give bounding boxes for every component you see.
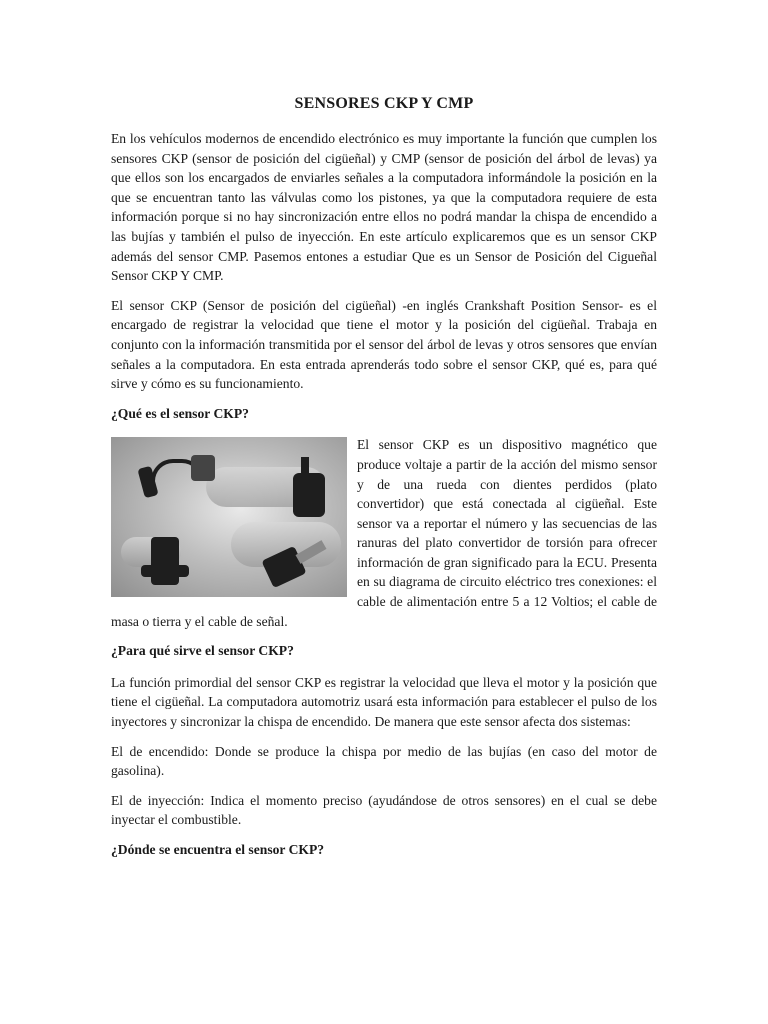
inyeccion-paragraph: El de inyección: Indica el momento preciso (ayudándose de otros sensores) en el cual se debe inyectar el combustible. bbox=[111, 792, 657, 828]
que-es-paragraph: El sensor CKP es un dispositivo magnético que produce voltaje a partir de la acción del mismo sensor y de una rueda con dientes perdidos (plato convertidor) que está conectada al cigüeñal. Este sensor va a reportar el número y las secuencias de las ranuras del plato convertidor de torsión para ofrecer información de gran significado para la ECU. Presenta en su diagrama de circuito eléctrico tres conexiones: el cable de alimentación entre 5 a 12 Voltios; el cable de masa o tierra y el cable de señal. bbox=[111, 437, 657, 629]
encendido-paragraph: El de encendido: Donde se produce la chispa por medio de las bujías (en caso del motor de gasolina). bbox=[111, 743, 657, 779]
heading-donde: ¿Dónde se encuentra el sensor CKP? bbox=[111, 842, 325, 857]
sensors-photo bbox=[111, 437, 347, 597]
intro-paragraph-2: El sensor CKP (Sensor de posición del cigüeñal) -en inglés Crankshaft Position Sensor- es el encargado de registrar la velocidad que tiene el motor y la posición del cigüeñal. Trabaja en conjunto con la información transmitida por el sensor del árbol de levas y otros sensores que envían señales a la computadora. En esta entrada aprenderás todo sobre el sensor CKP, qué es, para qué sirve y cómo es su funcionamiento. bbox=[111, 297, 657, 392]
document-title: SENSORES CKP Y CMP bbox=[294, 95, 474, 112]
intro-paragraph-1: En los vehículos modernos de encendido electrónico es muy importante la función que cumplen los sensores CKP (sensor de posición del cigüeñal) y CMP (sensor de posición del árbol de levas) ya que ellos son los encargados de enviarles señales a la computadora informándole la posición en la que se encuentran tanto las válvulas como los pistones, ya que la computadora requiere de esta información porque si no hay sincronización entre ellos no podrá mandar la chispa de encendido a las bujías y también el pulso de inyección. En este artículo explicaremos que es un sensor CKP además del sensor CMP. Pasemos entones a estudiar Que es un Sensor de Posición del Cigueñal Sensor CKP Y CMP. bbox=[111, 131, 657, 284]
heading-para-que: ¿Para qué sirve el sensor CKP? bbox=[111, 643, 294, 659]
para-que-paragraph: La función primordial del sensor CKP es registrar la velocidad que lleva el motor y la posición que tiene el cigüeñal. La computadora automotriz usará esta información para establecer el pulso de los inyectores y sincronizar la chispa de encendido. De manera que este sensor afecta dos sistemas: bbox=[111, 674, 657, 730]
heading-que-es: ¿Qué es el sensor CKP? bbox=[111, 405, 249, 421]
